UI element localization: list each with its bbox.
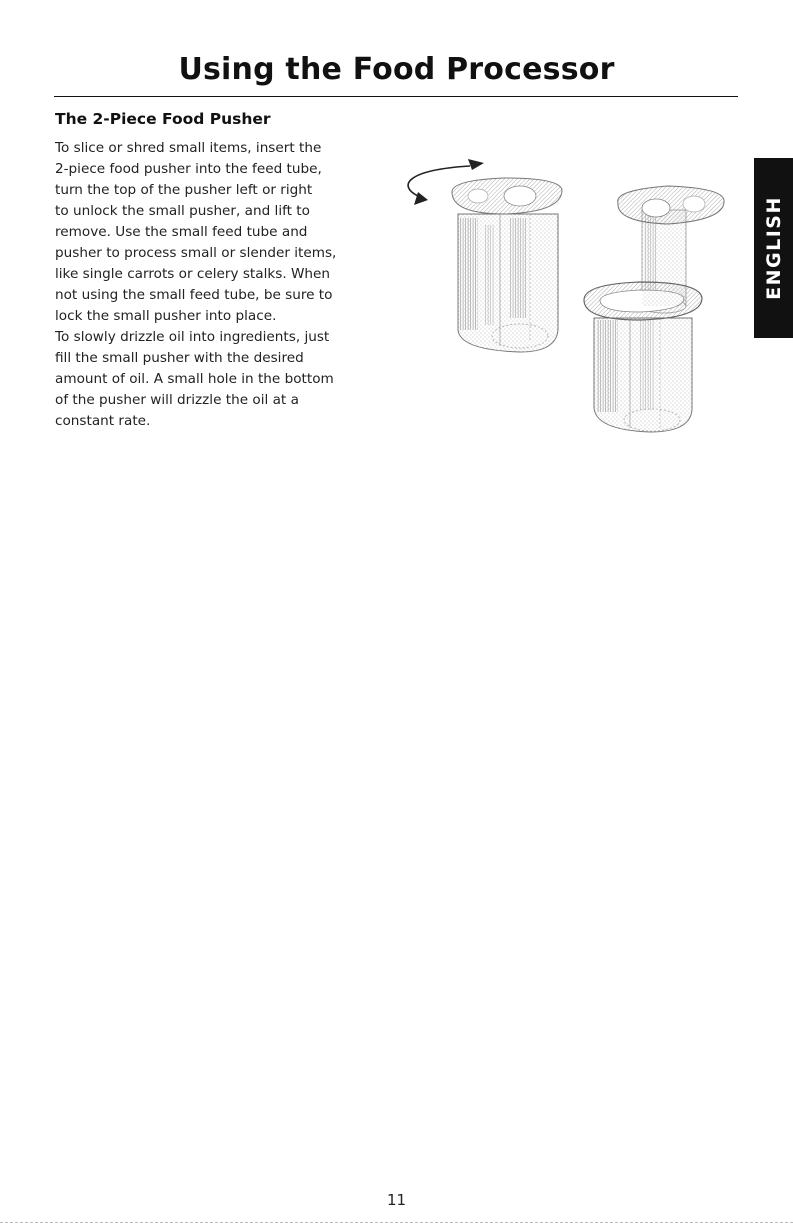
title-divider bbox=[54, 96, 738, 97]
large-pusher bbox=[584, 282, 702, 432]
food-pusher-illustration bbox=[396, 150, 734, 445]
language-tab bbox=[754, 158, 793, 338]
paragraph-line: pusher to process small or slender items, bbox=[55, 245, 337, 261]
paragraph-line: To slice or shred small items, insert the bbox=[55, 140, 322, 156]
paragraph-line: of the pusher will drizzle the oil at a bbox=[55, 392, 299, 408]
arrow-head-bottom bbox=[414, 192, 428, 205]
arrow-head-top bbox=[468, 159, 484, 170]
page-bottom-edge bbox=[0, 1222, 793, 1223]
paragraph-line: fill the small pusher with the desired bbox=[55, 350, 304, 366]
section-heading: The 2-Piece Food Pusher bbox=[55, 110, 271, 128]
paragraph-line: like single carrots or celery stalks. When bbox=[55, 266, 330, 282]
paragraph-line: remove. Use the small feed tube and bbox=[55, 224, 308, 240]
paragraph-line: 2-piece food pusher into the feed tube, bbox=[55, 161, 322, 177]
page-title: Using the Food Processor bbox=[178, 52, 615, 87]
page-number: 11 bbox=[386, 1191, 407, 1209]
paragraph-line: to unlock the small pusher, and lift to bbox=[55, 203, 310, 219]
paragraph-line: turn the top of the pusher left or right bbox=[55, 182, 313, 198]
paragraph-line: lock the small pusher into place. bbox=[55, 308, 277, 324]
paragraph-line: amount of oil. A small hole in the bottom bbox=[55, 371, 334, 387]
assembled-pusher bbox=[452, 178, 562, 352]
paragraph-line: constant rate. bbox=[55, 413, 151, 429]
language-tab-label: ENGLISH bbox=[762, 196, 785, 300]
body-paragraph bbox=[55, 138, 385, 432]
paragraph-line: To slowly drizzle oil into ingredients, just bbox=[55, 329, 330, 345]
paragraph-line: not using the small feed tube, be sure to bbox=[55, 287, 333, 303]
